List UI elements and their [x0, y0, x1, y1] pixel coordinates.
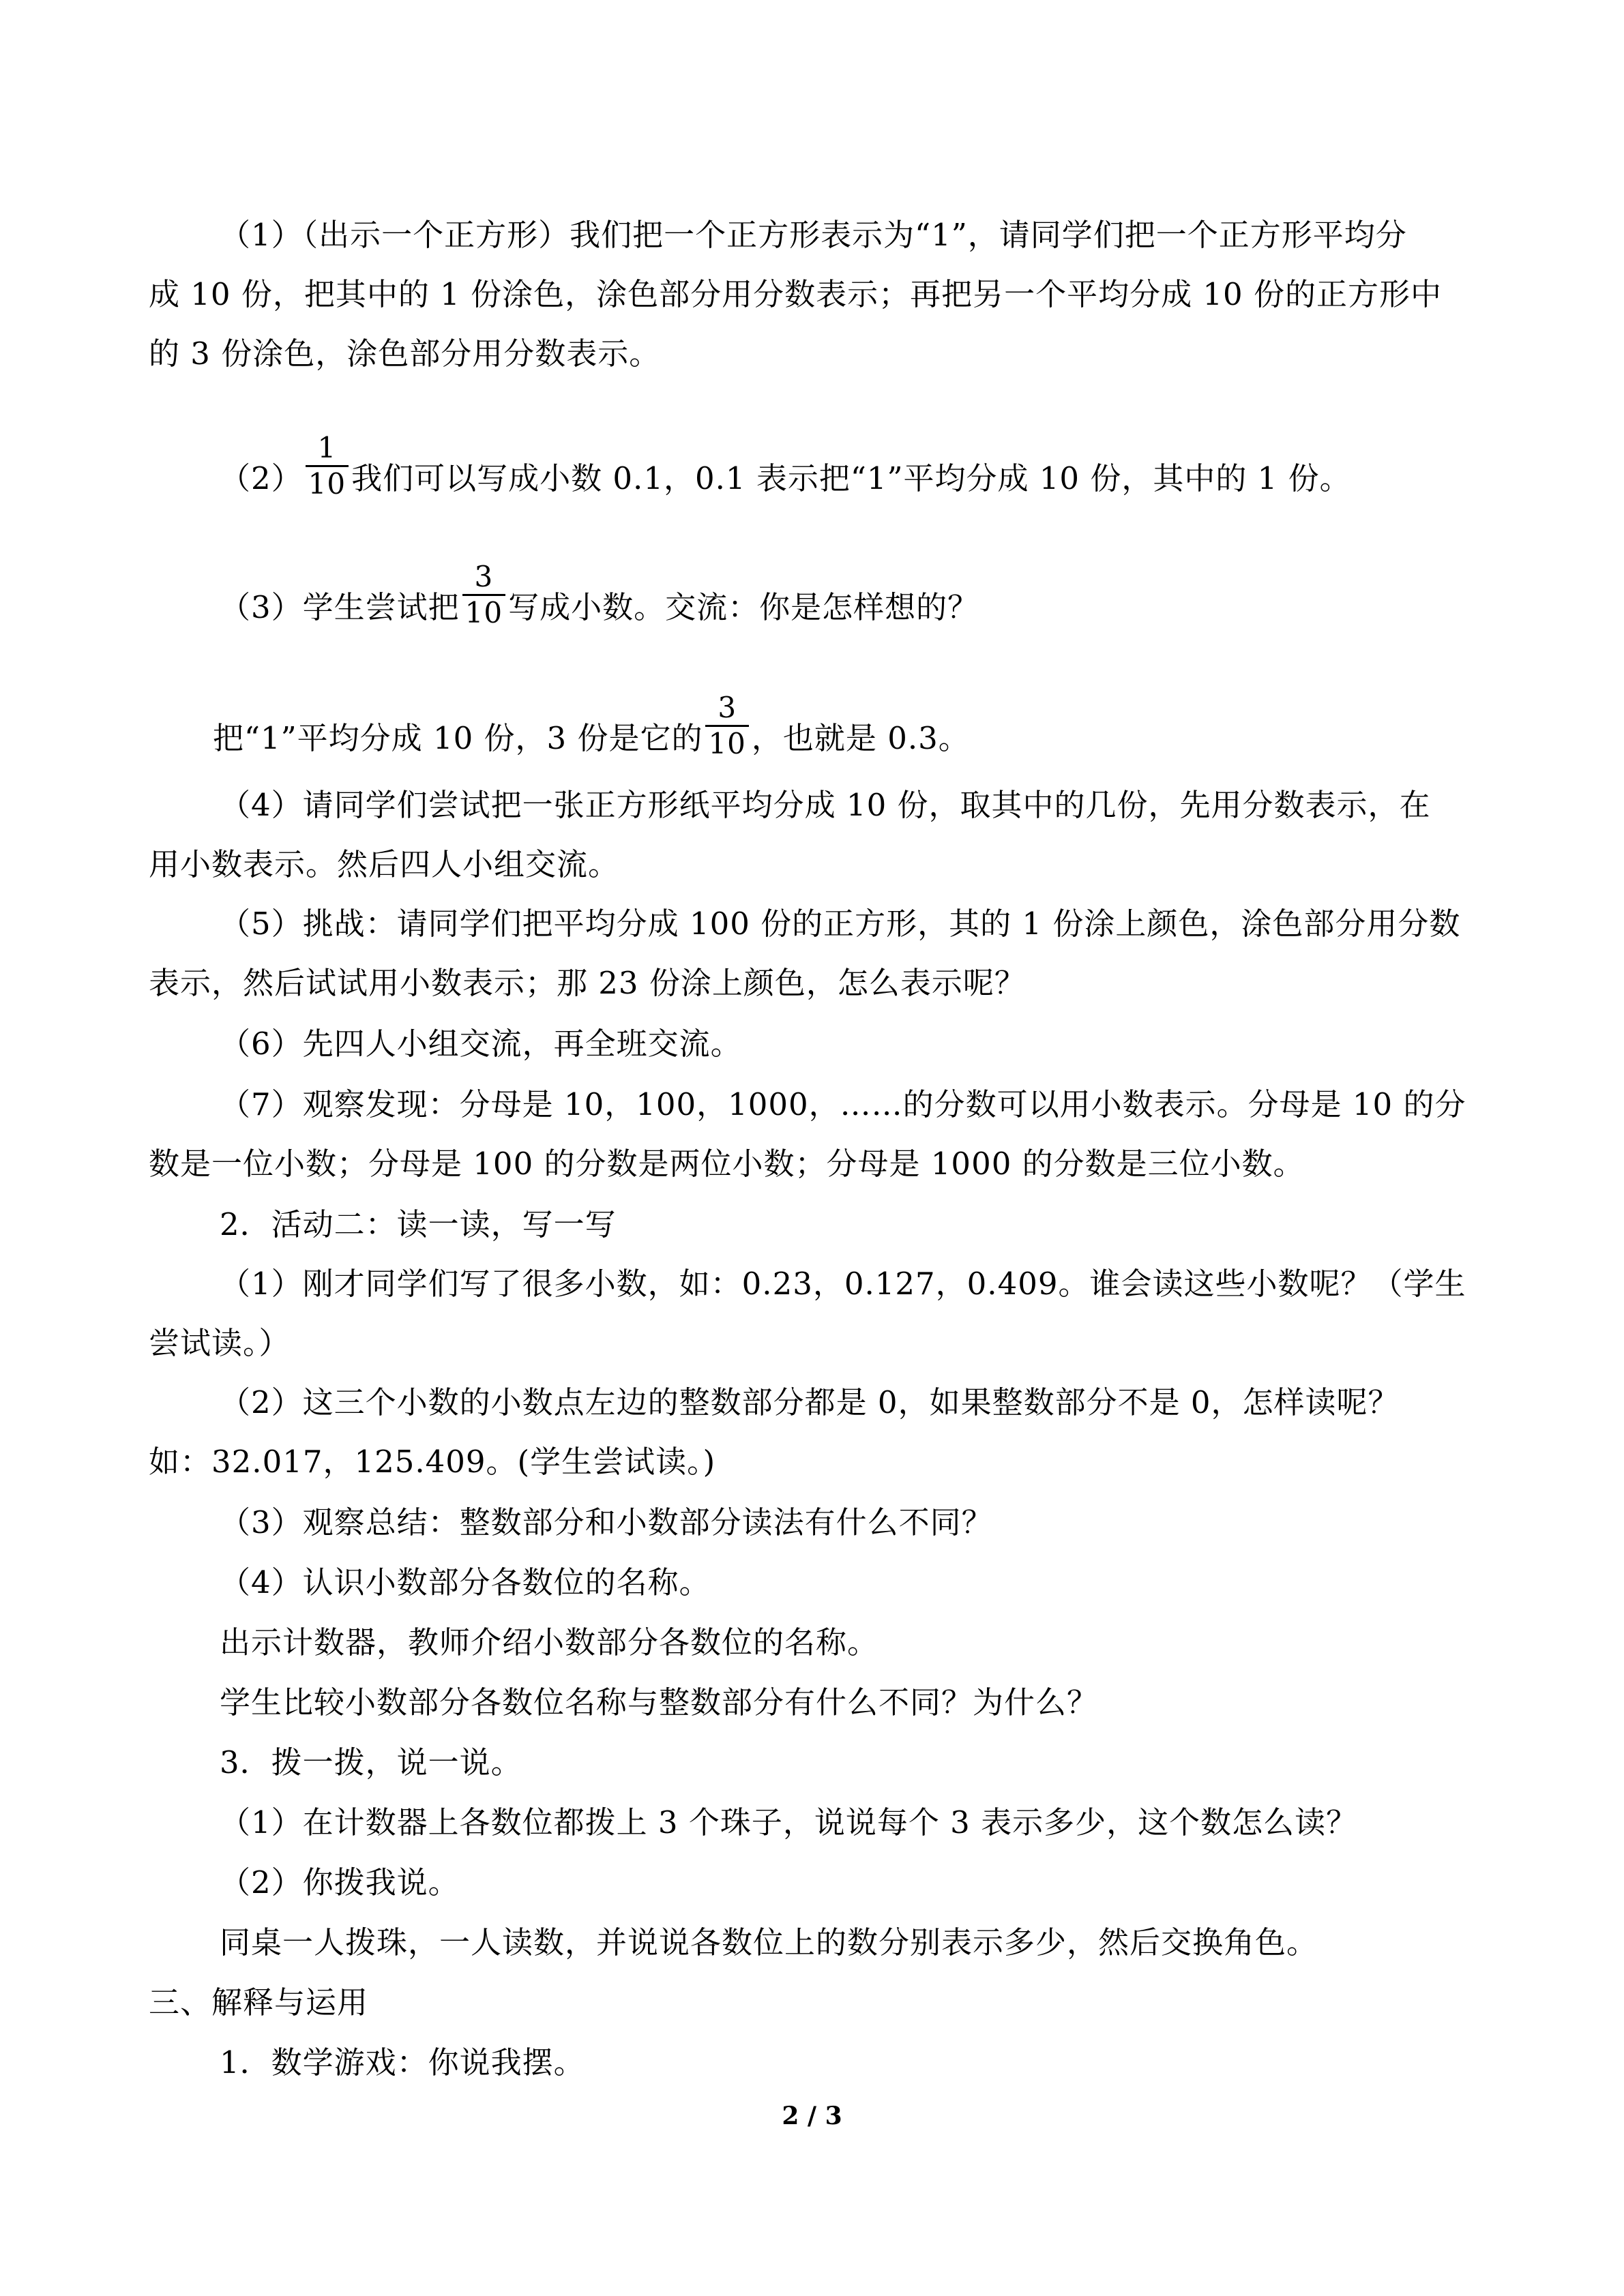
fraction-denominator: 10 [705, 725, 748, 761]
text-line-with-fraction [213, 691, 970, 776]
text-line: 用小数表示。然后四人小组交流。 [149, 846, 620, 882]
text-line: （1）在计数器上各数位都拨上 3 个珠子，说说每个 3 表示多少，这个数怎么读？ [220, 1804, 1358, 1840]
text-line: 如：32.017，125.409。(学生尝试读。) [149, 1444, 716, 1480]
section-heading: 三、解释与运用 [149, 1984, 369, 2021]
fraction-denominator: 10 [306, 465, 349, 501]
text-segment: （3）学生尝试把 [220, 589, 460, 625]
fraction-numerator: 3 [474, 560, 494, 593]
fraction-numerator: 3 [718, 691, 737, 724]
fraction-denominator: 10 [462, 594, 505, 630]
fraction-numerator: 1 [317, 431, 337, 464]
text-line: （1）刚才同学们写了很多小数，如：0.23，0.127，0.409。谁会读这些小数呢？（学生 [220, 1266, 1466, 1302]
text-segment: 我们可以写成小数 0.1，0.1 表示把“1”平均分成 10 份，其中的 1 份。 [351, 460, 1351, 496]
text-line: （4）认识小数部分各数位的名称。 [220, 1564, 711, 1600]
text-line: （1）（出示一个正方形）我们把一个正方形表示为“1”，请同学们把一个正方形平均分 [220, 217, 1407, 253]
text-segment: 写成小数。交流：你是怎样想的？ [508, 589, 979, 625]
text-line: 成 10 份，把其中的 1 份涂色，涂色部分用分数表示；再把另一个平均分成 10 份的正方形中 [149, 276, 1442, 312]
text-line: （7）观察发现：分母是 10，100，1000，……的分数可以用小数表示。分母是 10 的分 [220, 1086, 1466, 1122]
text-line: 尝试读。） [149, 1325, 291, 1361]
section-heading: 2．活动二：读一读，写一写 [220, 1206, 617, 1242]
text-line: 学生比较小数部分各数位名称与整数部分有什么不同？为什么？ [220, 1684, 1099, 1720]
text-line-with-fraction [220, 431, 1351, 516]
text-line: 出示计数器，教师介绍小数部分各数位的名称。 [220, 1624, 879, 1660]
text-segment: ，也就是 0.3。 [751, 720, 970, 756]
text-line: 的 3 份涂色，涂色部分用分数表示。 [149, 336, 661, 372]
text-line: （5）挑战：请同学们把平均分成 100 份的正方形，其的 1 份涂上颜色，涂色部分用分数 [220, 906, 1461, 942]
text-line: 数是一位小数；分母是 100 的分数是两位小数；分母是 1000 的分数是三位小数。 [149, 1146, 1305, 1182]
page-number: 2 / 3 [782, 2102, 842, 2130]
text-line: （3）观察总结：整数部分和小数部分读法有什么不同？ [220, 1504, 993, 1540]
text-segment: （2） [220, 460, 303, 496]
text-line: （4）请同学们尝试把一张正方形纸平均分成 10 份，取其中的几份，先用分数表示，在 [220, 787, 1431, 823]
fraction-3-10 [462, 560, 505, 630]
fraction-1-10 [306, 431, 349, 501]
text-line: （2）你拨我说。 [220, 1864, 460, 1900]
text-segment: 把“1”平均分成 10 份，3 份是它的 [213, 720, 703, 756]
section-heading: 1．数学游戏：你说我摆。 [220, 2044, 585, 2081]
text-line-with-fraction [220, 560, 979, 645]
text-line: （2）这三个小数的小数点左边的整数部分都是 0，如果整数部分不是 0，怎样读呢？ [220, 1384, 1400, 1420]
fraction-3-10 [705, 691, 748, 761]
text-line: 表示，然后试试用小数表示；那 23 份涂上颜色，怎么表示呢？ [149, 965, 1026, 1001]
text-line: （6）先四人小组交流，再全班交流。 [220, 1026, 742, 1062]
section-heading: 3．拨一拨，说一说。 [220, 1744, 522, 1780]
text-line: 同桌一人拨珠，一人读数，并说说各数位上的数分别表示多少，然后交换角色。 [220, 1924, 1318, 1960]
